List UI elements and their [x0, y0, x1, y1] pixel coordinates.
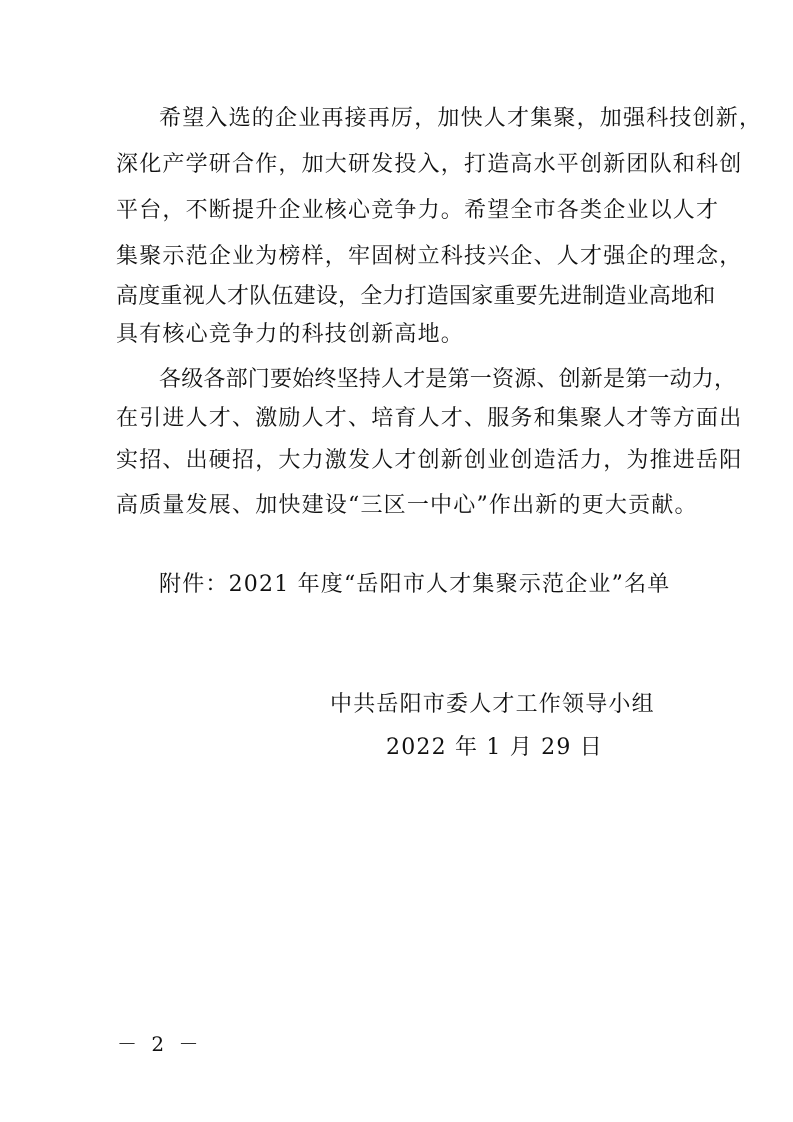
paragraph-1-line-4: 集聚示范企业为榜样，牢固树立科技兴企、人才强企的理念，	[116, 244, 743, 269]
signature-organization: 中共岳阳市委人才工作领导小组	[330, 692, 655, 717]
paragraph-1-line-1: 希望入选的企业再接再厉，加快人才集聚，加强科技创新，	[159, 106, 763, 131]
attachment-note: 附件：2021 年度“岳阳市人才集聚示范企业”名单	[159, 572, 671, 597]
paragraph-2-line-4: 高质量发展、加快建设“三区一中心”作出新的更大贡献。	[116, 493, 698, 518]
page-number: － 2 －	[117, 1032, 203, 1056]
paragraph-1-line-2: 深化产学研合作，加大研发投入，打造高水平创新团队和科创	[116, 152, 743, 177]
paragraph-1-line-3: 平台，不断提升企业核心竞争力。希望全市各类企业以人才	[116, 198, 720, 223]
paragraph-2-line-3: 实招、出硬招，大力激发人才创新创业创造活力，为推进岳阳	[116, 448, 743, 473]
signature-date: 2022 年 1 月 29 日	[386, 735, 603, 760]
paragraph-1-line-5: 高度重视人才队伍建设，全力打造国家重要先进制造业高地和	[116, 284, 716, 309]
paragraph-1-line-6: 具有核心竞争力的科技创新高地。	[116, 322, 465, 347]
paragraph-2-line-1: 各级各部门要始终坚持人才是第一资源、创新是第一动力，	[159, 367, 737, 392]
paragraph-2-line-2: 在引进人才、激励人才、培育人才、服务和集聚人才等方面出	[116, 406, 743, 431]
